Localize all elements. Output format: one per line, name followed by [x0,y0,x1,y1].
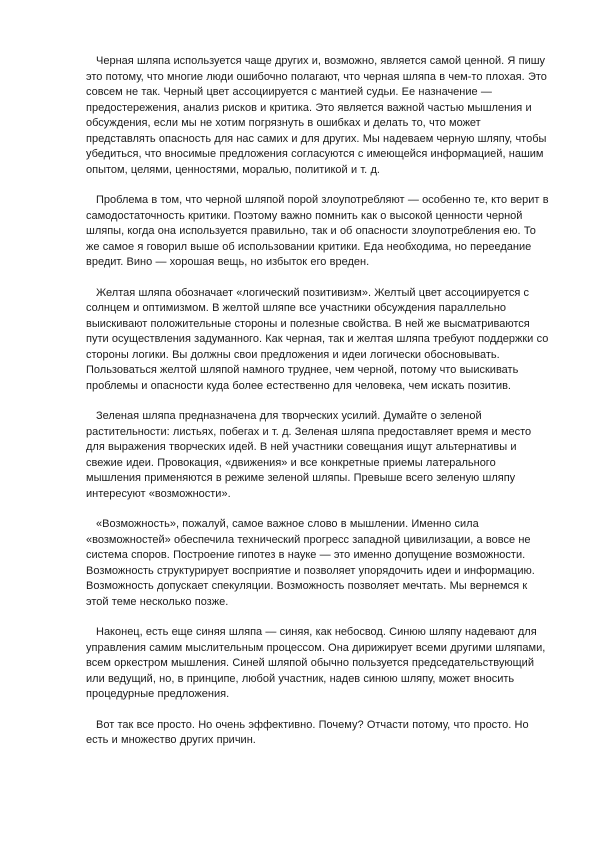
paragraph-black-hat-abuse: Проблема в том, что черной шляпой порой злоупотребляют — особенно те, кто верит в самодостаточность критики. Поэтому важно помнить как о высокой ценности черной шляпы, когда она используется правильно, так и об опасности злоупотребления ею. То же самое я говорил выше об использовании критики. Еда необходима, но переедание вредит. Вино — хорошая вещь, но избыток его вреден. [86,194,549,268]
paragraph-blue-hat: Наконец, есть еще синяя шляпа — синяя, как небосвод. Синюю шляпу надевают для управления самим мыслительным процессом. Она дирижирует всеми другими шляпами, всем оркестром мышления. Синей шляпой обычно пользуется председательствующий или ведущий, но, в принципе, любой участник, надев синюю шляпу, может вносить процедурные предложения. [86,626,546,700]
document-page [86,54,552,764]
paragraph-possibility: «Возможность», пожалуй, самое важное слово в мышлении. Именно сила «возможностей» обеспечила технический прогресс западной цивилизации, а вовсе не система споров. Построение гипотез в науке — это именно допущение возможности. Возможность структурирует восприятие и позволяет упорядочить идеи и информацию. Возможность допускает спекуляции. Возможность позволяет мечтать. Мы вернемся к этой теме несколько позже. [86,518,535,608]
paragraph-black-hat: Черная шляпа используется чаще других и, возможно, является самой ценной. Я пишу это потому, что многие люди ошибочно полагают, что черная шляпа в чем-то плохая. Это совсем не так. Черный цвет ассоциируется с мантией судьи. Ее назначение — предостережения, анализ рисков и критика. Это является важной частью мышления и обсуждения, если мы не хотим погрязнуть в ошибках и делать то, что может представлять опасность для нас самих и для других. Мы надеваем черную шляпу, чтобы убедиться, что вносимые предложения согласуются с имеющейся информацией, нашим опытом, целями, ценностями, моралью, политикой и т. д. [86,55,547,176]
paragraph-yellow-hat: Желтая шляпа обозначает «логический позитивизм». Желтый цвет ассоциируется с солнцем и оптимизмом. В желтой шляпе все участники обсуждения параллельно выискивают положительные стороны и полезные свойства. В ней же высматриваются пути осуществления задуманного. Как черная, так и желтая шляпа требуют поддержки со стороны логики. Вы должны свои предложения и идеи логически обосновывать. Пользоваться желтой шляпой намного труднее, чем черной, потому что выискивать проблемы и опасности куда более естественно для человека, чем искать позитив. [86,286,549,392]
paragraph-green-hat: Зеленая шляпа предназначена для творческих усилий. Думайте о зеленой растительности: листьях, побегах и т. д. Зеленая шляпа предоставляет время и место для выражения творческих идей. В ней участники совещания ищут альтернативы и свежие идеи. Провокация, «движения» и все конкретные приемы латерального мышления применяются в режиме зеленой шляпы. Превыше всего зеленую шляпу интересуют «возможности». [86,410,532,500]
paragraph-conclusion: Вот так все просто. Но очень эффективно. Почему? Отчасти потому, что просто. Но есть и множество других причин. [86,718,529,746]
